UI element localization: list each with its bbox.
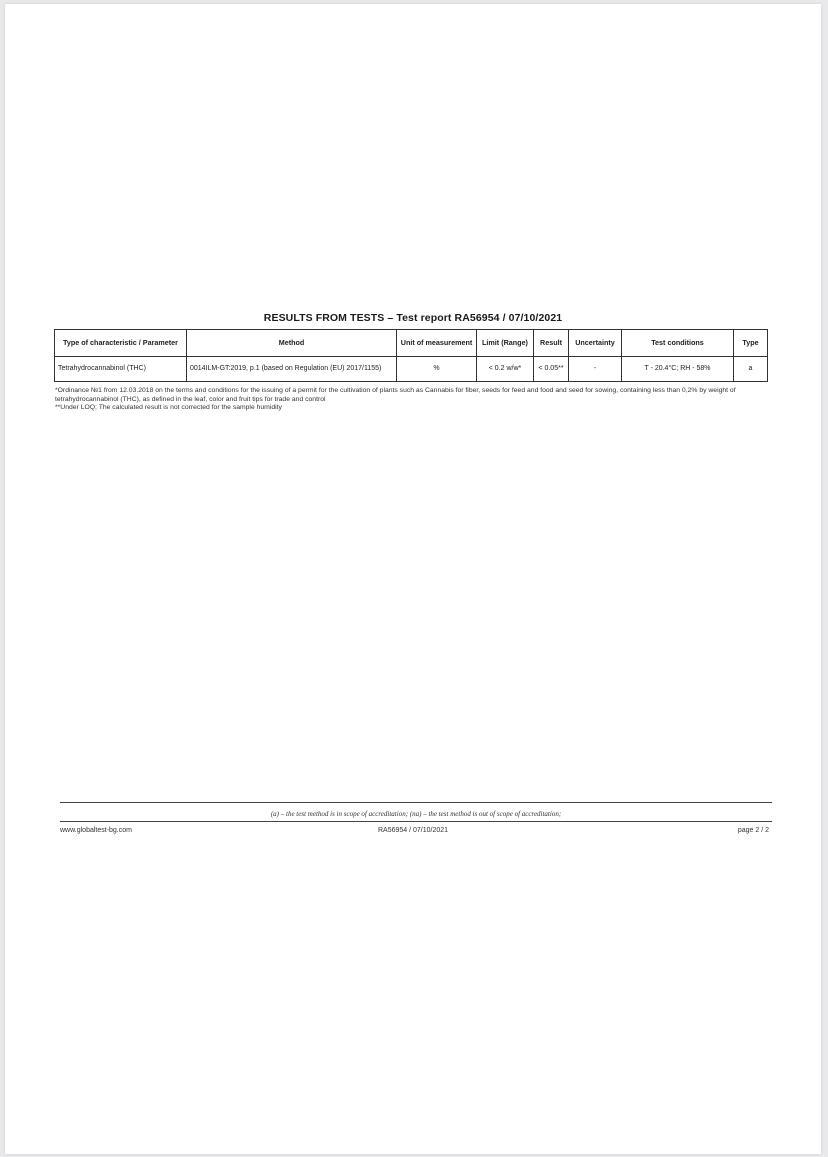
column-header: Type bbox=[734, 330, 768, 357]
cell-parameter: Tetrahydrocannabinol (THC) bbox=[55, 357, 187, 382]
column-header: Method bbox=[187, 330, 397, 357]
cell-method: 0014ILM-GT:2019, p.1 (based on Regulation (EU) 2017/1155) bbox=[187, 357, 397, 382]
table-header-row bbox=[55, 330, 768, 357]
accreditation-note: (a) – the test method is in scope of accreditation; (na) – the test method is out of scope of accreditation; bbox=[270, 810, 562, 818]
cell-conditions: T - 20.4°C; RH - 58% bbox=[622, 357, 734, 382]
results-table bbox=[54, 329, 768, 382]
page-number: page 2 / 2 bbox=[737, 827, 769, 834]
document-page bbox=[5, 4, 821, 1154]
cell-type: a bbox=[734, 357, 768, 382]
footnote-ordinance: *Ordinance №1 from 12.03.2018 on the terms and conditions for the issuing of a permit for the cultivation of plants such as Cannabis for fiber, seeds for feed and food and seed for sowing, containing less than 0,2% by weight of tetrahydrocannabinol (THC), as defined in the leaf, color and fruit tips for trade and control bbox=[55, 387, 736, 403]
cell-unit: % bbox=[397, 357, 477, 382]
website-link[interactable]: www.globaltest-bg.com bbox=[60, 827, 132, 834]
footnote-loq: **Under LOQ; The calculated result is not corrected for the sample humidity bbox=[55, 404, 282, 412]
column-header: Type of characteristic / Parameter bbox=[55, 330, 187, 357]
column-header: Unit of measurement bbox=[397, 330, 477, 357]
column-header: Limit (Range) bbox=[477, 330, 534, 357]
cell-limit: < 0.2 w/w* bbox=[477, 357, 534, 382]
table-row bbox=[55, 357, 768, 382]
footer-divider bbox=[60, 802, 772, 803]
cell-result: < 0.05** bbox=[534, 357, 569, 382]
report-reference: RA56954 / 07/10/2021 bbox=[377, 827, 449, 834]
column-header: Test conditions bbox=[622, 330, 734, 357]
footnotes bbox=[55, 387, 771, 413]
cell-uncertainty: - bbox=[569, 357, 622, 382]
footer-divider bbox=[60, 821, 772, 822]
page-title: RESULTS FROM TESTS – Test report RA56954 / 07/10/2021 bbox=[263, 312, 563, 324]
column-header: Result bbox=[534, 330, 569, 357]
column-header: Uncertainty bbox=[569, 330, 622, 357]
